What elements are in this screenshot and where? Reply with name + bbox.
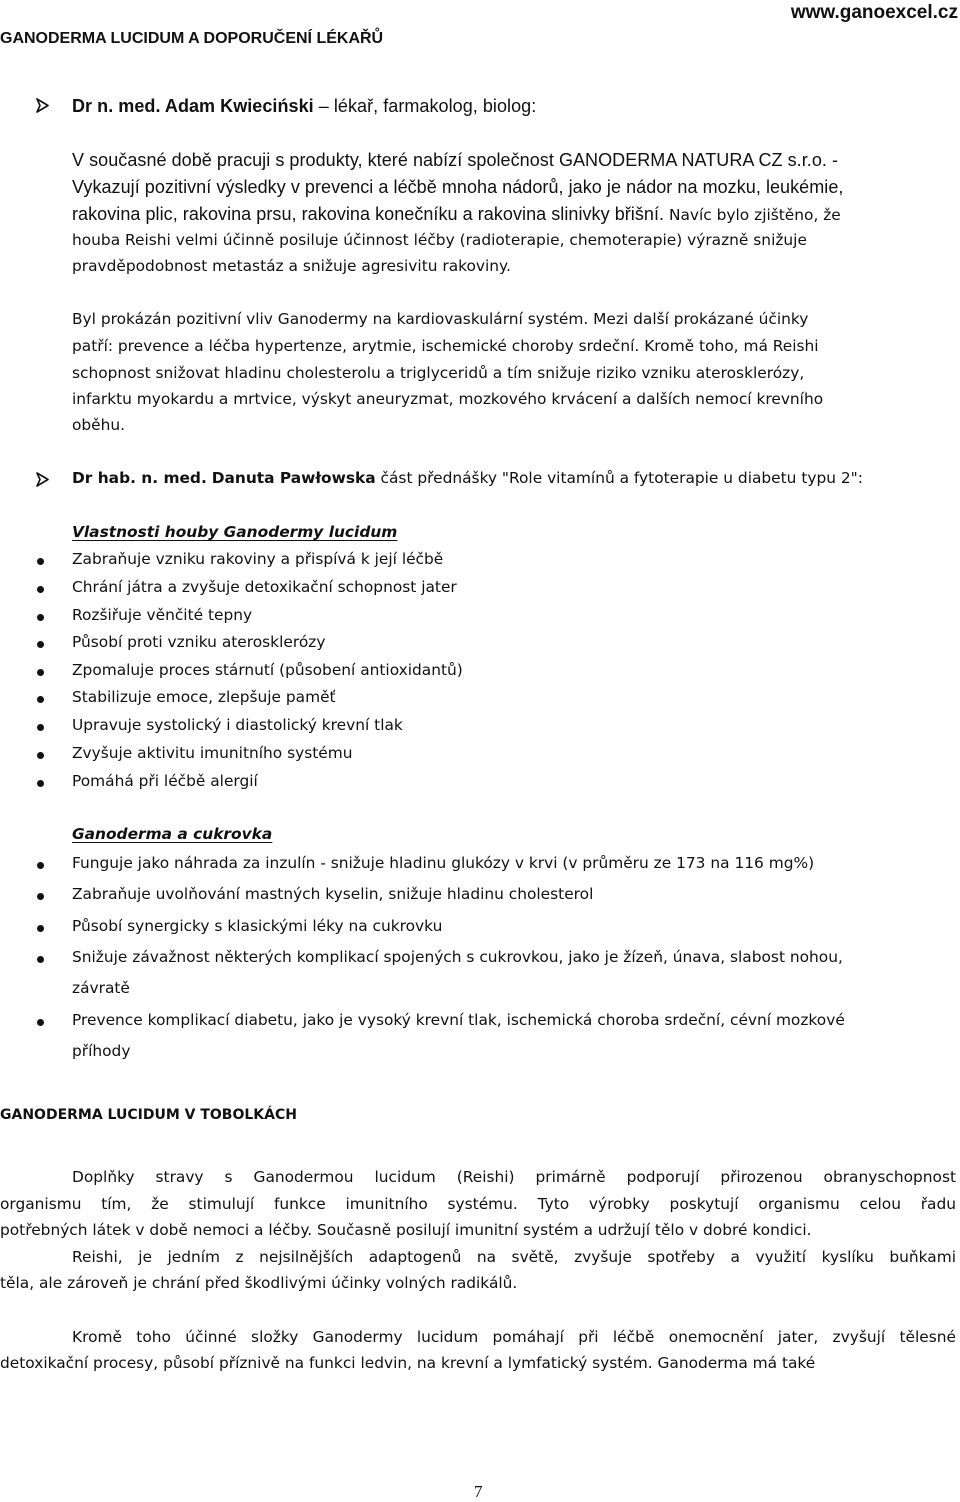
list-item: Chrání játra a zvyšuje detoxikační schopnost jater [72,578,457,596]
kwiecinski-line-1: V současné době pracuji s produkty, které nabízí společnost GANODERMA NATURA CZ s.r.o. - [72,150,839,170]
cardio-line-4: infarktu myokardu a mrtvice, výskyt aneuryzmat, mozkového krvácení a dalších nemocí krevního [72,390,824,408]
arrow-bullet-icon [36,472,49,487]
list-item-continuation: příhody [72,1042,131,1060]
list-bullet-icon [37,862,44,869]
pawlowska-lecture: část přednášky "Role vitamínů a fytoterapie u diabetu typu 2": [375,469,863,487]
list-item: Prevence komplikací diabetu, jako je vysoký krevní tlak, ischemická choroba srdeční, cévní mozkové [72,1011,845,1029]
capsules-p3-line-1: Kromě toho účinné složky Ganodermy lucidum pomáhají při léčbě onemocnění jater, zvyšují tělesné [72,1328,956,1346]
list-item: Rozšiřuje věnčité tepny [72,606,253,624]
list-item: Zpomaluje proces stárnutí (působení antioxidantů) [72,661,463,679]
website-link[interactable]: www.ganoexcel.cz [790,2,958,23]
list-bullet-icon [37,780,44,787]
document-title: GANODERMA LUCIDUM A DOPORUČENÍ LÉKAŘŮ [0,30,384,47]
list-item: Snižuje závažnost některých komplikací spojených s cukrovkou, jako je žízeň, únava, slabost nohou, [72,948,843,966]
list-item: Zabraňuje uvolňování mastných kyselin, snižuje hladinu cholesterol [72,885,594,903]
kwiecinski-role: – lékař, farmakolog, biolog: [313,96,537,116]
pawlowska-name: Danuta Pawłowska [211,469,376,487]
capsules-p2-line-1: Reishi, je jedním z nejsilnějších adaptogenů na světě, zvyšuje spotřeby a využití kyslíku buňkami [72,1248,956,1266]
list-item: Upravuje systolický i diastolický krevní tlak [72,716,403,734]
list-bullet-icon [37,641,44,648]
kwiecinski-line-4: houba Reishi velmi účinně posiluje účinnost léčby (radioterapie, chemoterapie) výrazně snižuje [72,231,807,249]
kwiecinski-line-3a: rakovina plic, rakovina prsu, rakovina konečníku a rakovina slinivky břišní. [72,204,665,224]
arrow-bullet-icon [36,98,49,113]
list-item: Působí synergicky s klasickými léky na cukrovku [72,917,443,935]
capsules-p1-line-1: Doplňky stravy s Ganodermou lucidum (Reishi) primárně podporují přirozenou obranyschopnost [72,1168,956,1186]
list-bullet-icon [37,558,44,565]
list-bullet-icon [37,956,44,963]
cardio-line-2: patří: prevence a léčba hypertenze, arytmie, ischemické choroby srdeční. Kromě toho, má Reishi [72,337,819,355]
properties-heading: Vlastnosti houby Ganodermy lucidum [72,523,398,541]
cardio-line-3: schopnost snižovat hladinu cholesterolu a triglyceridů a tím snižuje riziko vzniku aterosklerózy, [72,364,805,382]
list-item: Pomáhá při léčbě alergií [72,772,258,790]
kwiecinski-line-5: pravděpodobnost metastáz a snižuje agresivitu rakoviny. [72,257,511,275]
diabetes-heading: Ganoderma a cukrovka [72,825,273,843]
list-bullet-icon [37,586,44,593]
list-bullet-icon [37,1019,44,1026]
list-bullet-icon [37,752,44,759]
cardio-line-5: oběhu. [72,416,126,434]
list-bullet-icon [37,893,44,900]
page-number: 7 [474,1482,483,1501]
list-item: Stabilizuje emoce, zlepšuje paměť [72,688,336,706]
pawlowska-title: Dr hab. n. med. [72,469,207,487]
kwiecinski-heading [72,96,536,117]
kwiecinski-line-3b: Navíc bylo zjištěno, že [664,206,841,224]
list-item: Působí proti vzniku aterosklerózy [72,633,326,651]
cardio-line-1: Byl prokázán pozitivní vliv Ganodermy na kardiovaskulární systém. Mezi další prokázané účinky [72,310,809,328]
capsules-p1-line-3: potřebných látek v době nemoci a léčby. Současně posilují imunitní systém a udržují tělo v dobré kondici. [0,1221,812,1239]
list-bullet-icon [37,925,44,932]
kwiecinski-name: Dr n. med. Adam Kwieciński [72,96,314,116]
capsules-p3-line-2: detoxikační procesy, působí příznivě na funkci ledvin, na krevní a lymfatický systém. Ganoderma má také [0,1354,816,1372]
kwiecinski-line-2: Vykazují pozitivní výsledky v prevenci a léčbě mnoha nádorů, jako je nádor na mozku, leukémie, [72,177,844,197]
list-bullet-icon [37,614,44,621]
list-item: Zabraňuje vzniku rakoviny a přispívá k její léčbě [72,550,444,568]
list-item-continuation: závratě [72,979,130,997]
kwiecinski-line-3 [72,204,841,225]
list-item: Funguje jako náhrada za inzulín - snižuje hladinu glukózy v krvi (v průměru ze 173 na 116 mg%) [72,854,815,872]
list-bullet-icon [37,669,44,676]
capsules-heading: GANODERMA LUCIDUM V TOBOLKÁCH [0,1107,297,1123]
pawlowska-heading [72,469,863,487]
list-bullet-icon [37,724,44,731]
capsules-p1-line-2: organismu tím, že stimulují funkce imunitního systému. Tyto výrobky poskytují organismu celou řadu [0,1195,956,1213]
list-item: Zvyšuje aktivitu imunitního systému [72,744,353,762]
list-bullet-icon [37,696,44,703]
capsules-p2-line-2: těla, ale zároveň je chrání před škodlivými účinky volných radikálů. [0,1274,518,1292]
